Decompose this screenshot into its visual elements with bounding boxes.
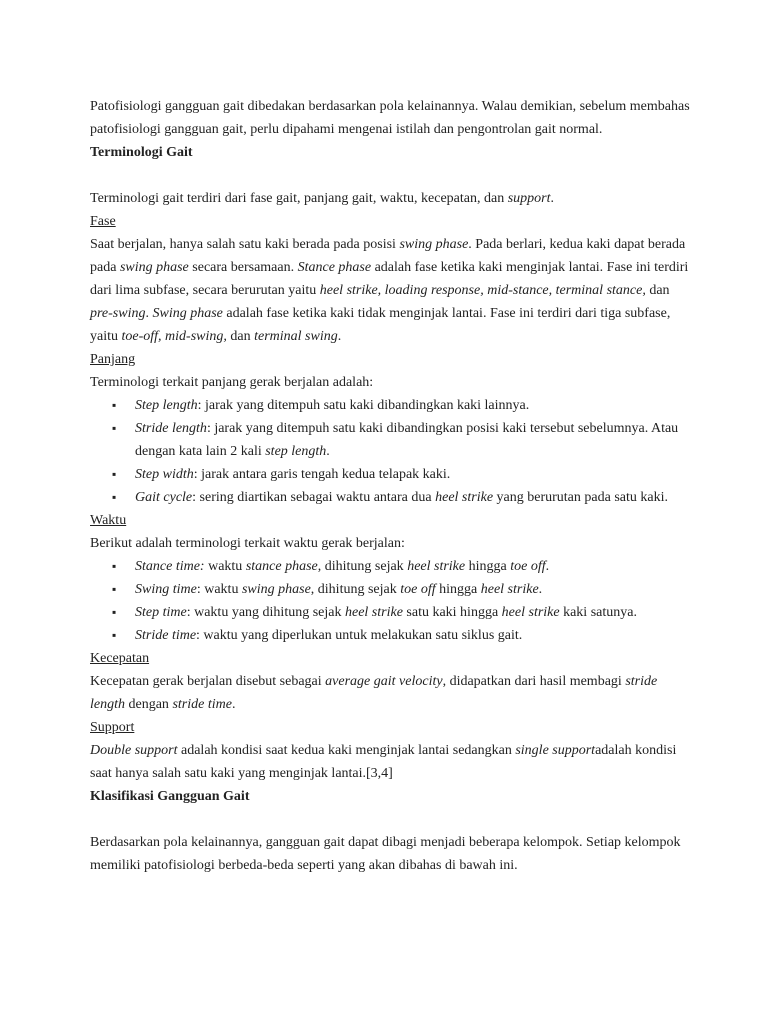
text-run: : jarak yang ditempuh satu kaki dibandingkan kaki lainnya.: [197, 398, 530, 413]
text-run: kaki satunya.: [559, 605, 637, 620]
italic-term: pre-swing: [90, 306, 146, 321]
italic-term: single support: [515, 743, 596, 758]
italic-term: Stance phase: [297, 260, 372, 275]
italic-term: Stride time: [135, 628, 197, 643]
document-page: [90, 95, 690, 877]
panjang-intro: Terminologi terkait panjang gerak berjalan adalah:: [90, 375, 374, 390]
italic-term: Gait cycle: [135, 490, 193, 505]
italic-term: swing phase: [399, 237, 469, 252]
text-run: adalah fase ketika kaki tidak menginjak lantai. Fase ini terdiri dari tiga subfase, yaitu: [90, 306, 671, 344]
text-run: adalah kondisi saat hanya salah satu kaki yang menginjak lantai.[3,4]: [90, 743, 677, 781]
italic-term: heel strike, loading response, mid-stance, terminal stance,: [319, 283, 646, 298]
text-run: dengan: [125, 697, 173, 712]
list-item: [90, 463, 690, 486]
terminologi-paragraph: [90, 187, 690, 210]
italic-term: heel strike: [407, 559, 466, 574]
heading-terminologi-gait: Terminologi Gait: [90, 145, 193, 160]
support-term: support: [507, 191, 551, 206]
italic-term: Stride length: [135, 421, 207, 436]
italic-term: toe off: [510, 559, 546, 574]
text-run: hingga: [435, 582, 481, 597]
text-run: , dihitung sejak: [317, 559, 408, 574]
text-run: hingga: [465, 559, 511, 574]
text-run: : sering diartikan sebagai waktu antara dua: [192, 490, 436, 505]
text-run: : waktu: [196, 582, 242, 597]
italic-term: heel strike: [480, 582, 539, 597]
italic-term: Double support: [90, 743, 178, 758]
italic-term: toe off: [400, 582, 436, 597]
subheading-panjang: Panjang: [90, 352, 136, 367]
text-run: waktu: [204, 559, 246, 574]
italic-term: Step width: [135, 467, 194, 482]
support-paragraph: [90, 739, 690, 785]
list-item: [90, 417, 690, 463]
list-item: [90, 601, 690, 624]
italic-term: stride length: [90, 674, 658, 712]
text-run: satu kaki hingga: [402, 605, 502, 620]
panjang-list: [90, 394, 690, 509]
terminologi-end: .: [550, 191, 554, 206]
italic-term: step length: [265, 444, 327, 459]
text-run: , dihitung sejak: [310, 582, 401, 597]
text-run: .: [545, 559, 550, 574]
italic-term: average gait velocity: [325, 674, 443, 689]
italic-term: heel strike: [501, 605, 560, 620]
text-run: : waktu yang dihitung sejak: [186, 605, 345, 620]
text-run: .: [145, 306, 153, 321]
text-run: . Pada berlari, kedua kaki dapat berada pada: [90, 237, 686, 275]
terminologi-text: Terminologi gait terdiri dari fase gait, panjang gait, waktu, kecepatan, dan: [90, 191, 508, 206]
text-run: .: [538, 582, 543, 597]
italic-term: toe-off, mid-swing,: [121, 329, 227, 344]
text-run: .: [326, 444, 330, 459]
italic-term: Step time: [135, 605, 187, 620]
italic-term: Step length: [135, 398, 198, 413]
text-run: : jarak antara garis tengah kedua telapak kaki.: [193, 467, 451, 482]
italic-term: Stance time:: [135, 559, 205, 574]
italic-term: heel strike: [344, 605, 403, 620]
subheading-waktu: Waktu: [90, 513, 127, 528]
text-run: .: [231, 697, 236, 712]
intro-paragraph: Patofisiologi gangguan gait dibedakan berdasarkan pola kelainannya. Walau demikian, sebelum membahas patofisiologi gangguan gait, perlu dipahami mengenai istilah dan pengontrolan gait normal.: [90, 99, 690, 137]
text-run: , didapatkan dari hasil membagi: [442, 674, 626, 689]
heading-klasifikasi: Klasifikasi Gangguan Gait: [90, 789, 250, 804]
text-run: Saat berjalan, hanya salah satu kaki berada pada posisi: [90, 237, 400, 252]
text-run: dan: [226, 329, 255, 344]
closing-paragraph: Berdasarkan pola kelainannya, gangguan gait dapat dibagi menjadi beberapa kelompok. Setiap kelompok memiliki patofisiologi berbeda-beda seperti yang akan dibahas di bawah ini.: [90, 835, 681, 873]
list-item: [90, 555, 690, 578]
text-run: secara bersamaan.: [188, 260, 298, 275]
text-run: adalah kondisi saat kedua kaki menginjak lantai sedangkan: [177, 743, 516, 758]
list-item: [90, 578, 690, 601]
waktu-list: [90, 555, 690, 647]
italic-term: Swing time: [135, 582, 197, 597]
text-run: Kecepatan gerak berjalan disebut sebagai: [90, 674, 326, 689]
list-item: [90, 486, 690, 509]
subheading-kecepatan: Kecepatan: [90, 651, 150, 666]
italic-term: heel strike: [435, 490, 494, 505]
text-run: : jarak yang ditempuh satu kaki dibandingkan posisi kaki tersebut sebelumnya. Atau dengan kata lain 2 kali: [135, 421, 679, 459]
italic-term: swing phase: [241, 582, 311, 597]
text-run: adalah fase ketika kaki menginjak lantai. Fase ini terdiri dari lima subfase, secara berurutan yaitu: [90, 260, 689, 298]
italic-term: stance phase: [245, 559, 318, 574]
italic-term: terminal swing: [254, 329, 338, 344]
subheading-support: Support: [90, 720, 135, 735]
waktu-intro: Berikut adalah terminologi terkait waktu gerak berjalan:: [90, 536, 405, 551]
text-run: .: [337, 329, 342, 344]
list-item: [90, 624, 690, 647]
italic-term: swing phase: [119, 260, 189, 275]
subheading-fase: Fase: [90, 214, 116, 229]
text-run: dan: [645, 283, 670, 298]
kecepatan-paragraph: [90, 670, 690, 716]
italic-term: stride time: [172, 697, 232, 712]
text-run: : waktu yang diperlukan untuk melakukan satu siklus gait.: [196, 628, 523, 643]
fase-paragraph: [90, 233, 690, 348]
list-item: [90, 394, 690, 417]
italic-term: Swing phase: [152, 306, 223, 321]
text-run: yang berurutan pada satu kaki.: [493, 490, 668, 505]
